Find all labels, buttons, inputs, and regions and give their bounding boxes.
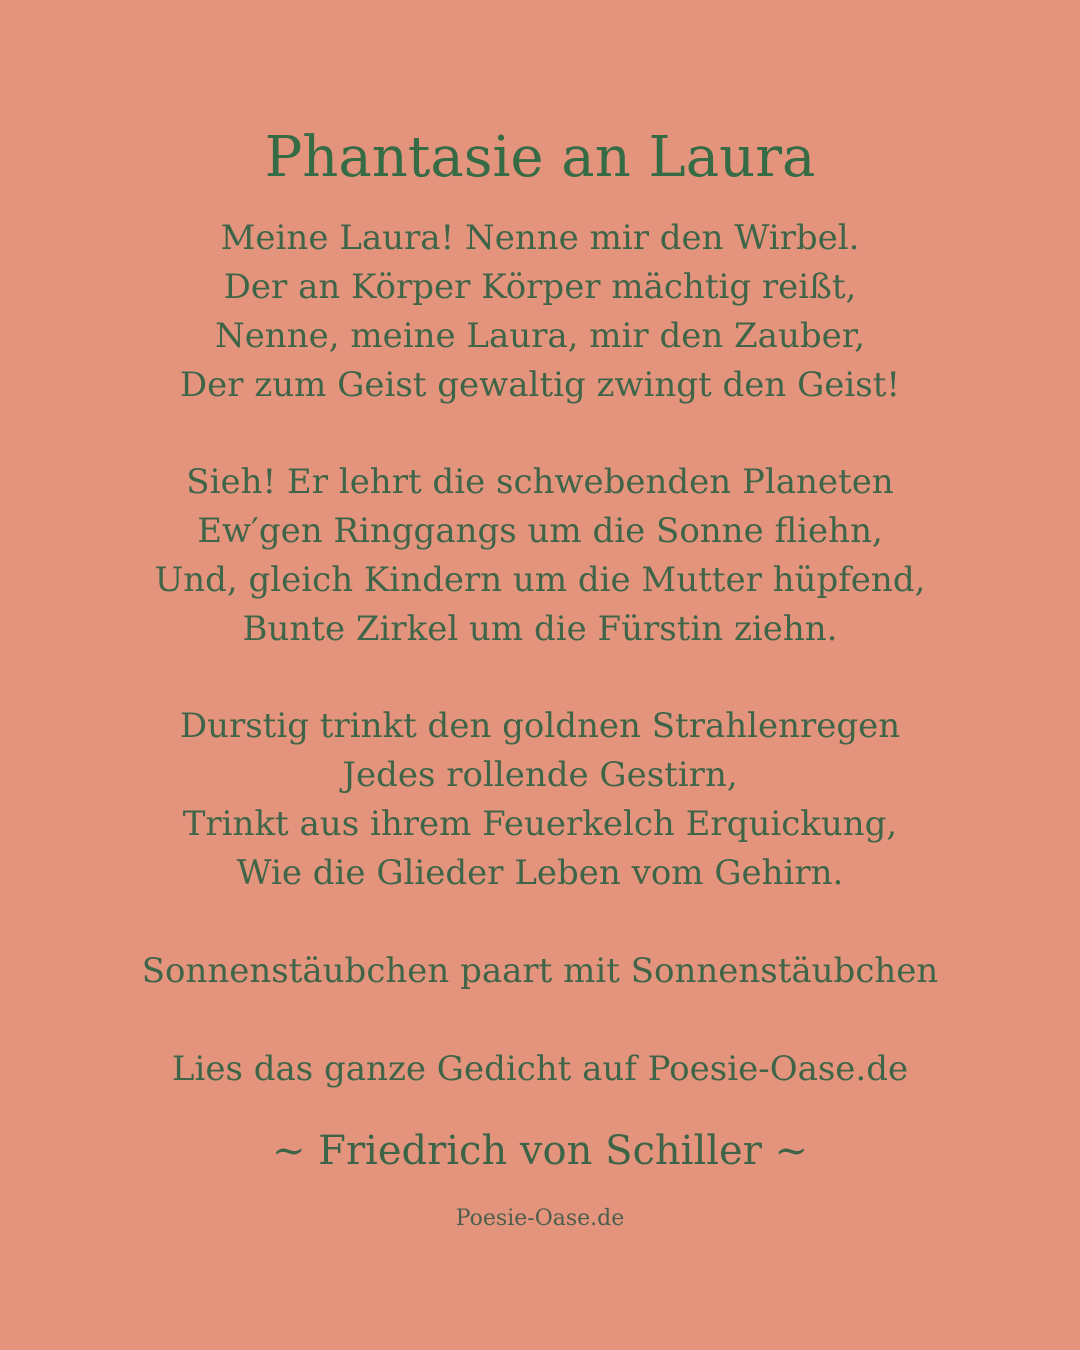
read-more-link[interactable]: Lies das ganze Gedicht auf Poesie-Oase.de: [171, 1049, 909, 1089]
poem-line: Durstig trinkt den goldnen Strahlenregen: [179, 706, 901, 746]
poem-line: Trinkt aus ihrem Feuerkelch Erquickung,: [182, 804, 898, 844]
poem-line: Der zum Geist gewaltig zwingt den Geist!: [179, 365, 901, 405]
stanza-1: [0, 214, 1080, 410]
poem-line: Wie die Glieder Leben vom Gehirn.: [236, 853, 844, 893]
poem-line: Bunte Zirkel um die Fürstin ziehn.: [242, 609, 838, 649]
poem-line: Meine Laura! Nenne mir den Wirbel.: [220, 218, 860, 258]
stanza-3: [0, 702, 1080, 898]
stanza-2: [0, 458, 1080, 654]
poem-line: Sonnenstäubchen paart mit Sonnenstäubchen: [141, 951, 939, 991]
poem-line: Jedes rollende Gestirn,: [342, 755, 738, 795]
stanza-4: [0, 947, 1080, 996]
poem-line: Der an Körper Körper mächtig reißt,: [223, 267, 857, 307]
poem-title: Phantasie an Laura: [264, 125, 816, 190]
poem-line: Nenne, meine Laura, mir den Zauber,: [214, 316, 866, 356]
poem-line: Und, gleich Kindern um die Mutter hüpfend,: [154, 560, 926, 600]
poem-line: Sieh! Er lehrt die schwebenden Planeten: [186, 462, 894, 502]
author-name: ~ Friedrich von Schiller ~: [271, 1128, 809, 1174]
poem-line: Ew′gen Ringgangs um die Sonne fliehn,: [197, 511, 883, 551]
site-watermark: Poesie-Oase.de: [455, 1206, 625, 1231]
